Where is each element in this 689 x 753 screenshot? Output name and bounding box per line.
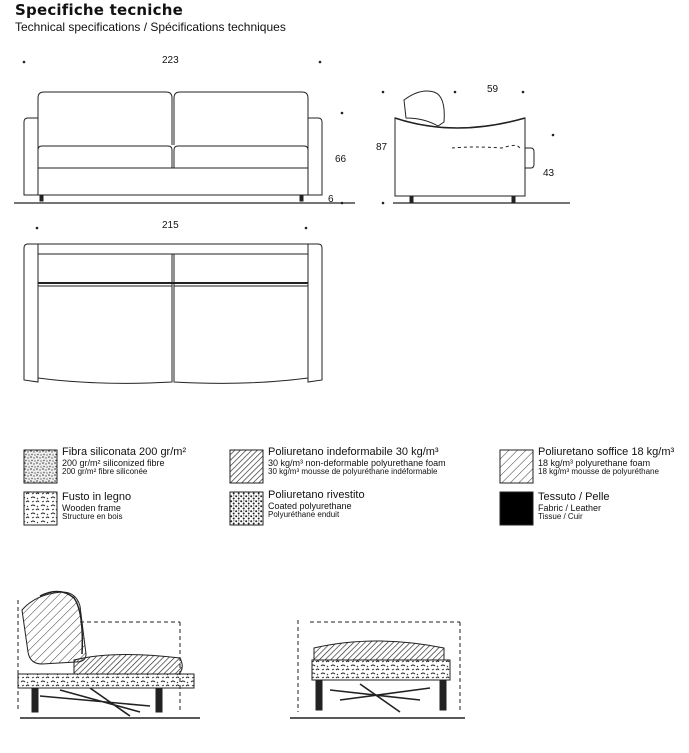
legend-item-silicon-fibre: [62, 447, 186, 476]
legend-item-coated-polyurethane: [268, 490, 365, 519]
legend-main-label: Fibra siliconata 200 gr/m²: [62, 446, 187, 458]
dim-leg-height: 6: [328, 194, 334, 205]
legend-sub-label: 18 kg/m³ polyurethane foam: [538, 457, 651, 468]
speckle-pattern-icon: [24, 450, 57, 483]
legend-main-label: Poliuretano soffice 18 kg/m³: [538, 446, 675, 458]
legend-sub-label: Fabric / Leather: [538, 502, 602, 513]
dim-front-width: 223: [162, 55, 179, 66]
dim-seat-height: 43: [543, 168, 555, 179]
legend-sub2-label: Polyuréthane enduit: [268, 509, 340, 519]
legend-sub2-label: Structure en bois: [62, 511, 123, 521]
coated-pattern-icon: [230, 492, 263, 525]
legend-sub-label: 200 gr/m² siliconized fibre: [62, 457, 165, 468]
legend-item-nondeformable-foam: [268, 447, 446, 476]
legend-sub2-label: 200 gr/m² fibre siliconée: [62, 466, 148, 476]
legend-sub-label: Coated polyurethane: [268, 500, 352, 511]
legend-item-fabric-leather: [538, 492, 610, 521]
sparse-hatch-icon: [500, 450, 533, 483]
dim-side-depth: 59: [487, 84, 499, 95]
legend-item-wooden-frame: [62, 492, 131, 521]
page-subtitle: Technical specifications / Spécifications techniques: [15, 20, 286, 34]
legend-sub-label: 30 kg/m³ non-deformable polyurethane foam: [268, 457, 446, 468]
dim-top-width: 215: [162, 220, 179, 231]
legend-item-soft-foam: [538, 447, 674, 476]
dim-side-height: 87: [376, 142, 388, 153]
legend-sub2-label: Tissue / Cuir: [538, 511, 583, 521]
legend-main-label: Fusto in legno: [62, 491, 132, 503]
page-title: Specifiche tecniche: [15, 1, 183, 19]
legend-sub-label: Wooden frame: [62, 502, 121, 513]
legend-sub2-label: 18 kg/m³ mousse de polyuréthane: [538, 466, 659, 476]
side-view: [382, 91, 570, 205]
section-view-side: [18, 591, 200, 718]
legend-sub2-label: 30 kg/m³ mousse de polyuréthane indéformable: [268, 466, 438, 476]
solid-black-icon: [500, 492, 533, 525]
dense-hatch-icon: [230, 450, 263, 483]
wood-pattern-icon: [24, 492, 57, 525]
legend-main-label: Poliuretano indeformabile 30 kg/m³: [268, 446, 439, 458]
front-view: [14, 61, 355, 205]
top-view: [24, 227, 322, 384]
legend-main-label: Poliuretano rivestito: [268, 489, 365, 501]
section-view-front: [290, 620, 465, 718]
dim-front-height: 66: [335, 154, 347, 165]
legend-main-label: Tessuto / Pelle: [538, 491, 610, 503]
